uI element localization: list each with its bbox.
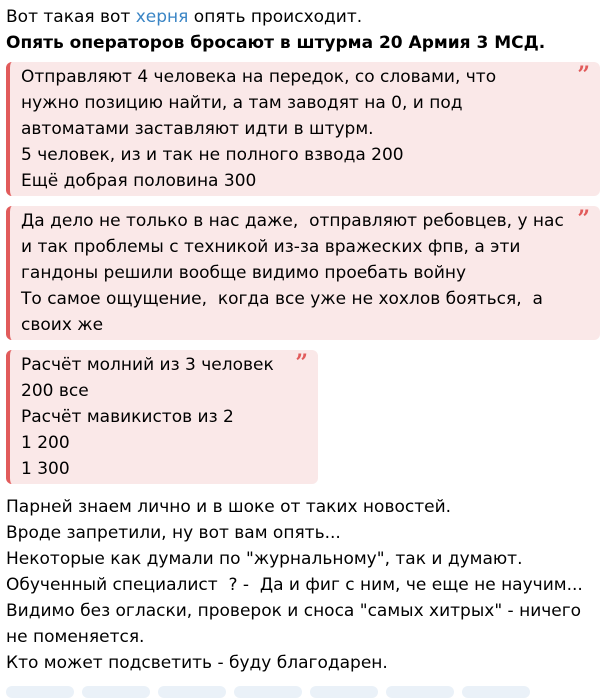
quote-line: 200 все <box>21 381 89 401</box>
reaction-button[interactable] <box>234 686 302 698</box>
quote-line: Ещё добрая половина 300 <box>21 171 257 191</box>
quote-line: гандоны решили вообще видимо проебать войну <box>21 263 467 283</box>
outro-line: Видимо без огласки, проверок и сноса "самых хитрых" - ничего <box>6 601 582 621</box>
quote-mark-icon: ” <box>577 206 590 232</box>
intro-text-after: опять происходит. <box>188 7 363 27</box>
quote-mark-icon: ” <box>577 62 590 88</box>
quote-line: автоматами заставляют идти в штурм. <box>21 119 374 139</box>
quote-line: Отправляют 4 человека на передок, со словами, что <box>21 67 497 87</box>
quote-line: То самое ощущение, когда все уже не хохлов бояться, а <box>21 289 543 309</box>
quote-line: 5 человек, из и так не полного взвода 200 <box>21 145 404 165</box>
reaction-button[interactable] <box>82 686 150 698</box>
reaction-button[interactable] <box>462 686 530 698</box>
outro-line: Некоторые как думали по "журнальному", так и думают. <box>6 549 523 569</box>
reactions-bar <box>6 686 600 698</box>
intro-link[interactable]: херня <box>135 7 189 27</box>
message-text <box>6 4 600 676</box>
quote-line: 1 300 <box>21 459 70 479</box>
reaction-button[interactable] <box>386 686 454 698</box>
headline: Опять операторов бросают в штурма 20 Армия 3 МСД. <box>6 33 546 53</box>
intro-line <box>6 4 600 30</box>
quote-line: своих же <box>21 315 104 335</box>
outro-line: Обученный специалист ? - Да и фиг с ним, че еще не научим... <box>6 575 583 595</box>
reaction-button[interactable] <box>6 686 74 698</box>
intro-text-before: Вот такая вот <box>6 7 136 27</box>
quote-line: нужно позицию найти, а там заводят на 0, и под <box>21 93 463 113</box>
quote-line: и так проблемы с техникой из-за вражеских фпв, а эти <box>21 237 521 257</box>
quote-mark-icon: ” <box>295 350 308 376</box>
quote-line: Расчёт молний из 3 человек <box>21 355 274 375</box>
quote-block-1 <box>6 62 600 196</box>
outro-line: Парней знаем лично и в шоке от таких новостей. <box>6 497 452 517</box>
quote-block-3 <box>6 350 318 484</box>
quote-block-2 <box>6 206 600 340</box>
outro-line: не поменяется. <box>6 627 145 647</box>
outro-line: Кто может подсветить - буду благодарен. <box>6 653 388 673</box>
quote-line: Расчёт мавикистов из 2 <box>21 407 234 427</box>
reaction-button[interactable] <box>158 686 226 698</box>
quote-line: 1 200 <box>21 433 70 453</box>
outro-line: Вроде запретили, ну вот вам опять... <box>6 523 341 543</box>
quote-line: Да дело не только в нас даже, отправляют ребовцев, у нас <box>21 211 564 231</box>
reaction-button[interactable] <box>310 686 378 698</box>
